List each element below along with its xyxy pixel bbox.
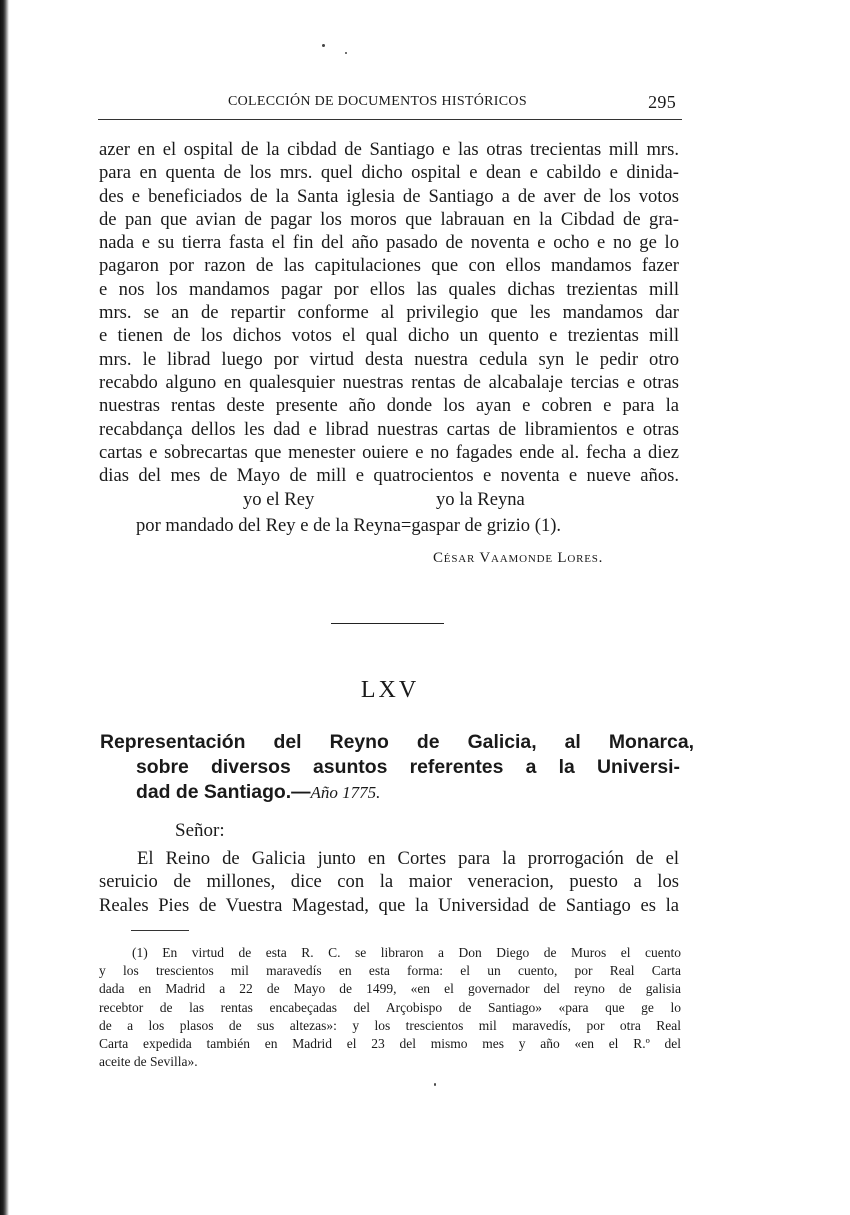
paragraph bbox=[99, 847, 679, 917]
binding-edge bbox=[0, 0, 9, 1215]
section-heading bbox=[100, 730, 700, 805]
body-text bbox=[99, 138, 679, 487]
text-line: recabdo alguno en qualesquier nuestras rentas de alcabalaje tercias e otras bbox=[99, 371, 679, 393]
heading-line-text: dad de Santiago.— bbox=[136, 781, 311, 803]
running-header bbox=[100, 90, 680, 114]
header-rule bbox=[98, 119, 682, 120]
salutation: Señor: bbox=[175, 820, 225, 841]
footnote-line: de a los plasos de sus altezas»: y los trescientos mil maravedís, por otra Real bbox=[99, 1017, 681, 1033]
signature-reyna: yo la Reyna bbox=[436, 489, 525, 510]
footnote-rule bbox=[131, 930, 189, 931]
footnote-line: dada en Madrid a 22 de Mayo de 1499, «en el governador del reyno de galisia bbox=[99, 981, 681, 997]
text-line: para en quenta de los mrs. quel dicho ospital e dean e cabildo e dinida- bbox=[99, 162, 679, 184]
text-line: des e beneficiados de la Santa iglesia de Santiago a de aver de los votos bbox=[99, 185, 679, 207]
text-line: nada e su tierra fasta el fin del año pasado de noventa e ocho e no ge lo bbox=[99, 232, 679, 254]
author-name: César Vaamonde Lores. bbox=[433, 550, 604, 566]
footnote-line: Carta expedida también en Madrid el 23 del mismo mes y año «en el R.º del bbox=[99, 1036, 681, 1052]
heading-year: Año 1775. bbox=[310, 783, 381, 802]
heading-line: Representación del Reyno de Galicia, al Monarca, bbox=[100, 731, 694, 753]
text-line: azer en el ospital de la cibdad de Santiago e las otras trecientas mill mrs. bbox=[99, 139, 679, 160]
text-line: e tienen de los dichos votos el qual dicho un quento e trezientas mill bbox=[99, 325, 679, 347]
mandado-line: por mandado del Rey e de la Reyna=gaspar de grizio (1). bbox=[136, 515, 562, 536]
paper-speck bbox=[434, 1083, 436, 1086]
running-title: COLECCIÓN DE DOCUMENTOS HISTÓRICOS bbox=[228, 94, 527, 109]
section-numeral: LXV bbox=[360, 677, 420, 703]
text-line: seruicio de millones, dice con la maior veneracion, puesto a los bbox=[99, 871, 679, 893]
text-line: pagaron por razon de las capitulaciones que con ellos mandamos fazer bbox=[99, 255, 679, 277]
paper-speck bbox=[345, 52, 347, 54]
footnote-line: (1) En virtud de esta R. C. se libraron a Don Diego de Muros el cuento bbox=[132, 945, 681, 960]
text-line: Reales Pies de Vuestra Magestad, que la Universidad de Santiago es la bbox=[99, 894, 679, 916]
text-line: dias del mes de Mayo de mill e quatrocientos e noventa e nueve años. bbox=[99, 465, 679, 487]
heading-line bbox=[136, 780, 700, 805]
text-line: cartas e sobrecartas que menester ouiere e no fagades ende al. fecha a diez bbox=[99, 441, 679, 463]
heading-line: sobre diversos asuntos referentes a la Universi- bbox=[136, 756, 680, 778]
text-line: de pan que avian de pagar los moros que labrauan en la Cibdad de gra- bbox=[99, 208, 679, 230]
text-line: recabdança dellos les dad e librad nuestras cartas de libramientos e otras bbox=[99, 418, 679, 440]
footnote-line: recebtor de las rentas encabeçadas del Arçobispo de Santiago» «para que ge lo bbox=[99, 999, 681, 1015]
text-line: e nos los mandamos pagar por ellos las quales dichas trezientas mill bbox=[99, 278, 679, 300]
section-divider bbox=[331, 623, 444, 624]
footnote bbox=[99, 944, 681, 1071]
paper-speck bbox=[322, 44, 325, 47]
text-line: mrs. le librad luego por virtud desta nuestra cedula syn le pedir otro bbox=[99, 348, 679, 370]
footnote-line: aceite de Sevilla». bbox=[99, 1054, 198, 1070]
text-line: nuestras rentas deste presente año donde los ayan e cobren e para la bbox=[99, 395, 679, 417]
footnote-line: y los trescientos mil maravedís en esta forma: el un cuento, por Real Carta bbox=[99, 963, 681, 979]
text-line: El Reino de Galicia junto en Cortes para la prorrogación de el bbox=[137, 848, 679, 869]
signature-rey: yo el Rey bbox=[243, 489, 315, 510]
page-number: 295 bbox=[648, 92, 676, 112]
text-line: mrs. se an de repartir conforme al privilegio que les mandamos dar bbox=[99, 302, 679, 324]
